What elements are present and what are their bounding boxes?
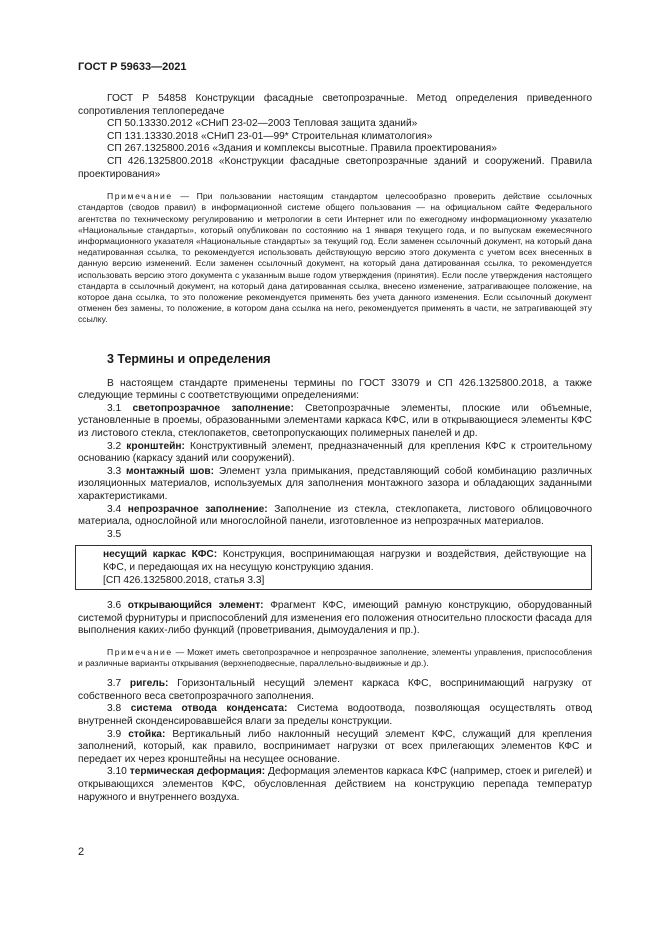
note-label: Примечание <box>107 646 173 657</box>
term-name: светопрозрачное заполнение: <box>132 402 294 414</box>
term-name: открывающийся элемент: <box>127 600 264 612</box>
quoted-definition-box <box>75 545 592 590</box>
ref-sp-267: СП 267.1325800.2016 «Здания и комплексы высотные. Правила проектирования» <box>107 143 497 155</box>
references-note <box>78 191 592 325</box>
document-header: ГОСТ Р 59633—2021 <box>78 61 187 73</box>
term-3-6: 3.6 открывающийся элемент: Фрагмент КФС, имеющий рамную конструкцию, оборудованный системой фурнитуры и приспособлений для изменения его положения относительно плоскости фасада для выполнения каких-либо функций (проветривания, дымоудаления и пр.). <box>78 600 593 637</box>
term-name: стойка: <box>128 728 166 740</box>
section-intro: В настоящем стандарте применены термины по ГОСТ 33079 и СП 426.1325800.2018, а также следующие термины с соответствующими определениями: <box>78 377 592 402</box>
term-3-6-note <box>78 647 592 669</box>
term-3-3: 3.3 монтажный шов: Элемент узла примыкания, представляющий собой комбинацию различных изоляционных материалов, используемых для заполнения монтажного зазора и обладающих заданными характеристиками. <box>78 465 592 502</box>
term-3-7: 3.7 ригель: Горизонтальный несущий элемент каркаса КФС, воспринимающий нагрузку от собственного веса светопрозрачного заполнения. <box>78 678 592 702</box>
term-name: термическая деформация: <box>129 766 266 778</box>
note-text: — Может иметь светопрозрачное и непрозрачное заполнение, элементы управления, приспособления и различные варианты открывания (верхнеподвесные, параллельно-выдвижные и др.). <box>78 646 592 669</box>
ref-sp-131: СП 131.13330.2018 «СНиП 23-01—99* Строительная климатология» <box>107 130 433 142</box>
section-title: 3 Термины и определения <box>107 351 271 366</box>
term-name: непрозрачное заполнение: <box>127 503 268 515</box>
page-number: 2 <box>78 846 85 858</box>
term-3-5-source: [СП 426.1325800.2018, статья 3.3] <box>103 574 265 586</box>
term-3-8: 3.8 система отвода конденсата: Система водоотвода, позволяющая осуществлять отвод внутренней сконденсировавшейся влаги за пределы конструкции. <box>78 703 592 728</box>
ref-gost-54858: ГОСТ Р 54858 Конструкции фасадные светопрозрачные. Метод определения приведенного сопротивления теплопередаче <box>78 93 592 117</box>
term-3-10: 3.10 термическая деформация: Деформация элементов каркаса КФС (например, стоек и ригелей) и открывающихся элементов КФС, обусловленная действием на конструкцию перепада температур наружного и внутреннего воздуха. <box>78 766 592 803</box>
term-3-5-box <box>75 545 592 590</box>
term-name: система отвода конденсата: <box>130 703 288 715</box>
term-3-5-number: 3.5 <box>107 528 122 540</box>
note-label: Примечание <box>107 191 173 202</box>
term-3-4: 3.4 непрозрачное заполнение: Заполнение из стекла, стеклопакета, листового облицовочного материала, однослойной или многослойной панели, изготовленное из непрозрачных материалов. <box>78 503 592 528</box>
note-text: — При пользовании настоящим стандартом целесообразно проверить действие ссылочных стандартов (сводов правил) в информационной системе общего пользования — на официальном сайте Федерального агентства по техническому регулированию и метрологии в сети Интернет или по ежегодному информационному указателю «Национальные стандарты», который опубликован по состоянию на 1 января текущего года, и по выпускам ежемесячного информационного указателя «Национальные стандарты» за текущий год. Если заменен ссылочный документ, на который дана недатированная ссылка, то рекомендуется использовать действующую версию этого документа с учетом всех внесенных в данную версию изменений. Если заменен ссылочный документ, на который дана датированная ссылка, то рекомендуется использовать версию этого документа с указанным выше годом утверждения (принятия). Если после утверждения настоящего стандарта в ссылочный документ, на который дана датированная ссылка, внесено изменение, затрагивающее положение, на которое дана ссылка, то это положение рекомендуется применять без учета данного изменения. Если ссылочный документ отменен без замены, то положение, в котором дана ссылка на него, рекомендуется применять в части, не затрагивающей эту ссылку. <box>78 191 592 325</box>
ref-sp-50: СП 50.13330.2012 «СНиП 23-02—2003 Тепловая защита зданий» <box>107 118 418 130</box>
term-3-1: 3.1 светопрозрачное заполнение: Светопрозрачные элементы, плоские или объемные, установленные в проемы, образованными элементами каркаса КФС, или в открывающиеся элементы КФС из листового стекла, стеклопакетов, светопропускающих полимерных панелей и др. <box>78 402 592 439</box>
term-name: несущий каркас КФС: <box>103 549 218 561</box>
term-name: ригель: <box>129 678 169 690</box>
page-content <box>78 93 592 804</box>
term-3-5: несущий каркас КФС: Конструкция, воспринимающая нагрузки и воздействия, действующие на КФС, и передающая их на несущую конструкцию здания. <box>103 549 586 573</box>
term-3-2: 3.2 кронштейн: Конструктивный элемент, предназначенный для крепления КФС к строительному основанию (каркасу зданий или сооружений). <box>78 440 592 465</box>
term-3-9: 3.9 стойка: Вертикальный либо наклонный несущий элемент КФС, служащий для крепления заполнений, который, как правило, воспринимает нагрузки от всех прилегающих элементов КФС и передает их через кронштейны на несущее основание. <box>78 728 592 765</box>
ref-sp-426: СП 426.1325800.2018 «Конструкции фасадные светопрозрачные зданий и сооружений. Правила проектирования» <box>78 155 592 180</box>
term-name: кронштейн: <box>126 440 185 452</box>
term-name: монтажный шов: <box>126 465 215 477</box>
